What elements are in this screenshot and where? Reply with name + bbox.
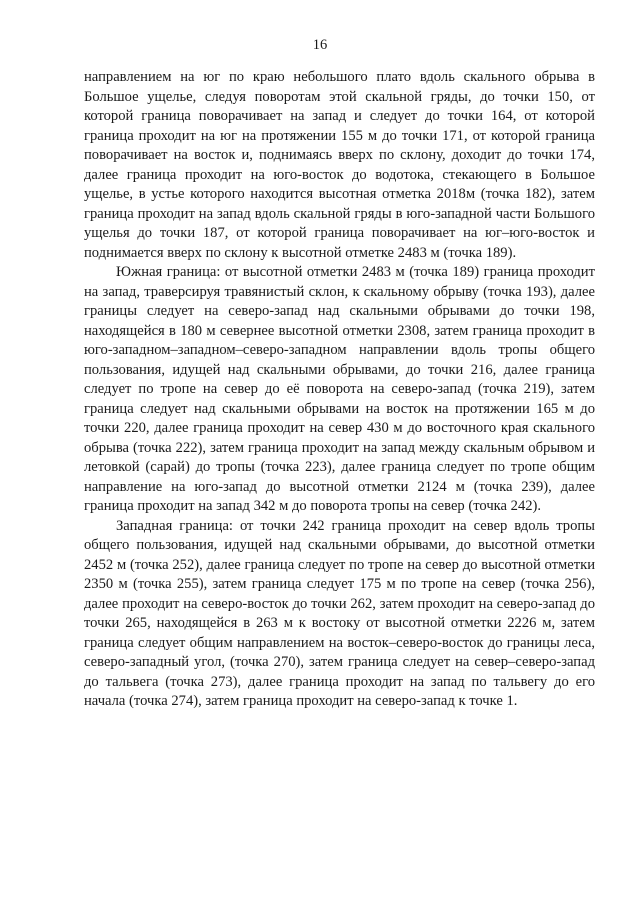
paragraph-continuation: направлением на юг по краю небольшого плато вдоль скального обрыва в Большое ущелье, следуя поворотам этой скальной гряды, до точки 150, от которой граница поворачивает на запад и следует до точки 164, от которой граница проходит на юг на протяжении 155 м до точки 171, от которой граница поворачивает на восток и, поднимаясь вверх по склону, доходит до точки 174, далее граница проходит на юго-восток до водотока, стекающего в Большое ущелье, в устье которого находится высотная отметка 2018м (точка 182), затем граница проходит на запад вдоль скальной гряды в юго-западной части Большого ущелья до точки 187, от которой граница поворачивает на юг–юго-восток и поднимается вверх по склону к высотной отметке 2483 м (точка 189). [84, 69, 595, 261]
page-number: 16 [312, 37, 328, 53]
paragraph-southern-boundary: Южная граница: от высотной отметки 2483 м (точка 189) граница проходит на запад, траверсируя травянистый склон, к скальному обрыву (точка 193), далее границы следует на северо-запад над скальными обрывами до точки 198, находящейся в 180 м севернее высотной отметки 2308, затем граница проходит в юго-западном–западном–северо-западном направлении вдоль тропы общего пользования, идущей над скальными обрывами, до точки 216, далее граница следует по тропе на север до её поворота на северо-запад (точка 219), затем граница следует над скальными обрывами на восток на протяжении 165 м до точки 220, далее граница проходит на север 430 м до восточного края скального обрыва (точка 222), затем граница проходит на запад между скальным обрывом и летовкой (сарай) до тропы (точка 223), далее граница следует по тропе общим направление на юго-запад до высотной отметки 2124 м (точка 239), далее граница проходит на запад 342 м до поворота тропы на север (точка 242). [84, 264, 595, 514]
paragraph-western-boundary: Западная граница: от точки 242 граница проходит на север вдоль тропы общего пользования, идущей над скальными обрывами, до высотной отметки 2452 м (точка 252), далее граница следует по тропе на север до высотной отметки 2350 м (точка 255), затем граница следует 175 м по тропе на север (точка 256), далее проходит на северо-восток до точки 262, затем проходит на северо-запад до точки 265, находящейся в 263 м к востоку от высотной отметки 2226 м, затем граница следует общим направлением на восток–северо-восток до границы леса, северо-западный угол, (точка 270), затем граница следует на север–северо-запад до тальвега (точка 273), далее граница проходит на запад по тальвегу до его начала (точка 274), затем граница проходит на северо-запад к точке 1. [84, 517, 595, 709]
document-body [84, 68, 595, 712]
